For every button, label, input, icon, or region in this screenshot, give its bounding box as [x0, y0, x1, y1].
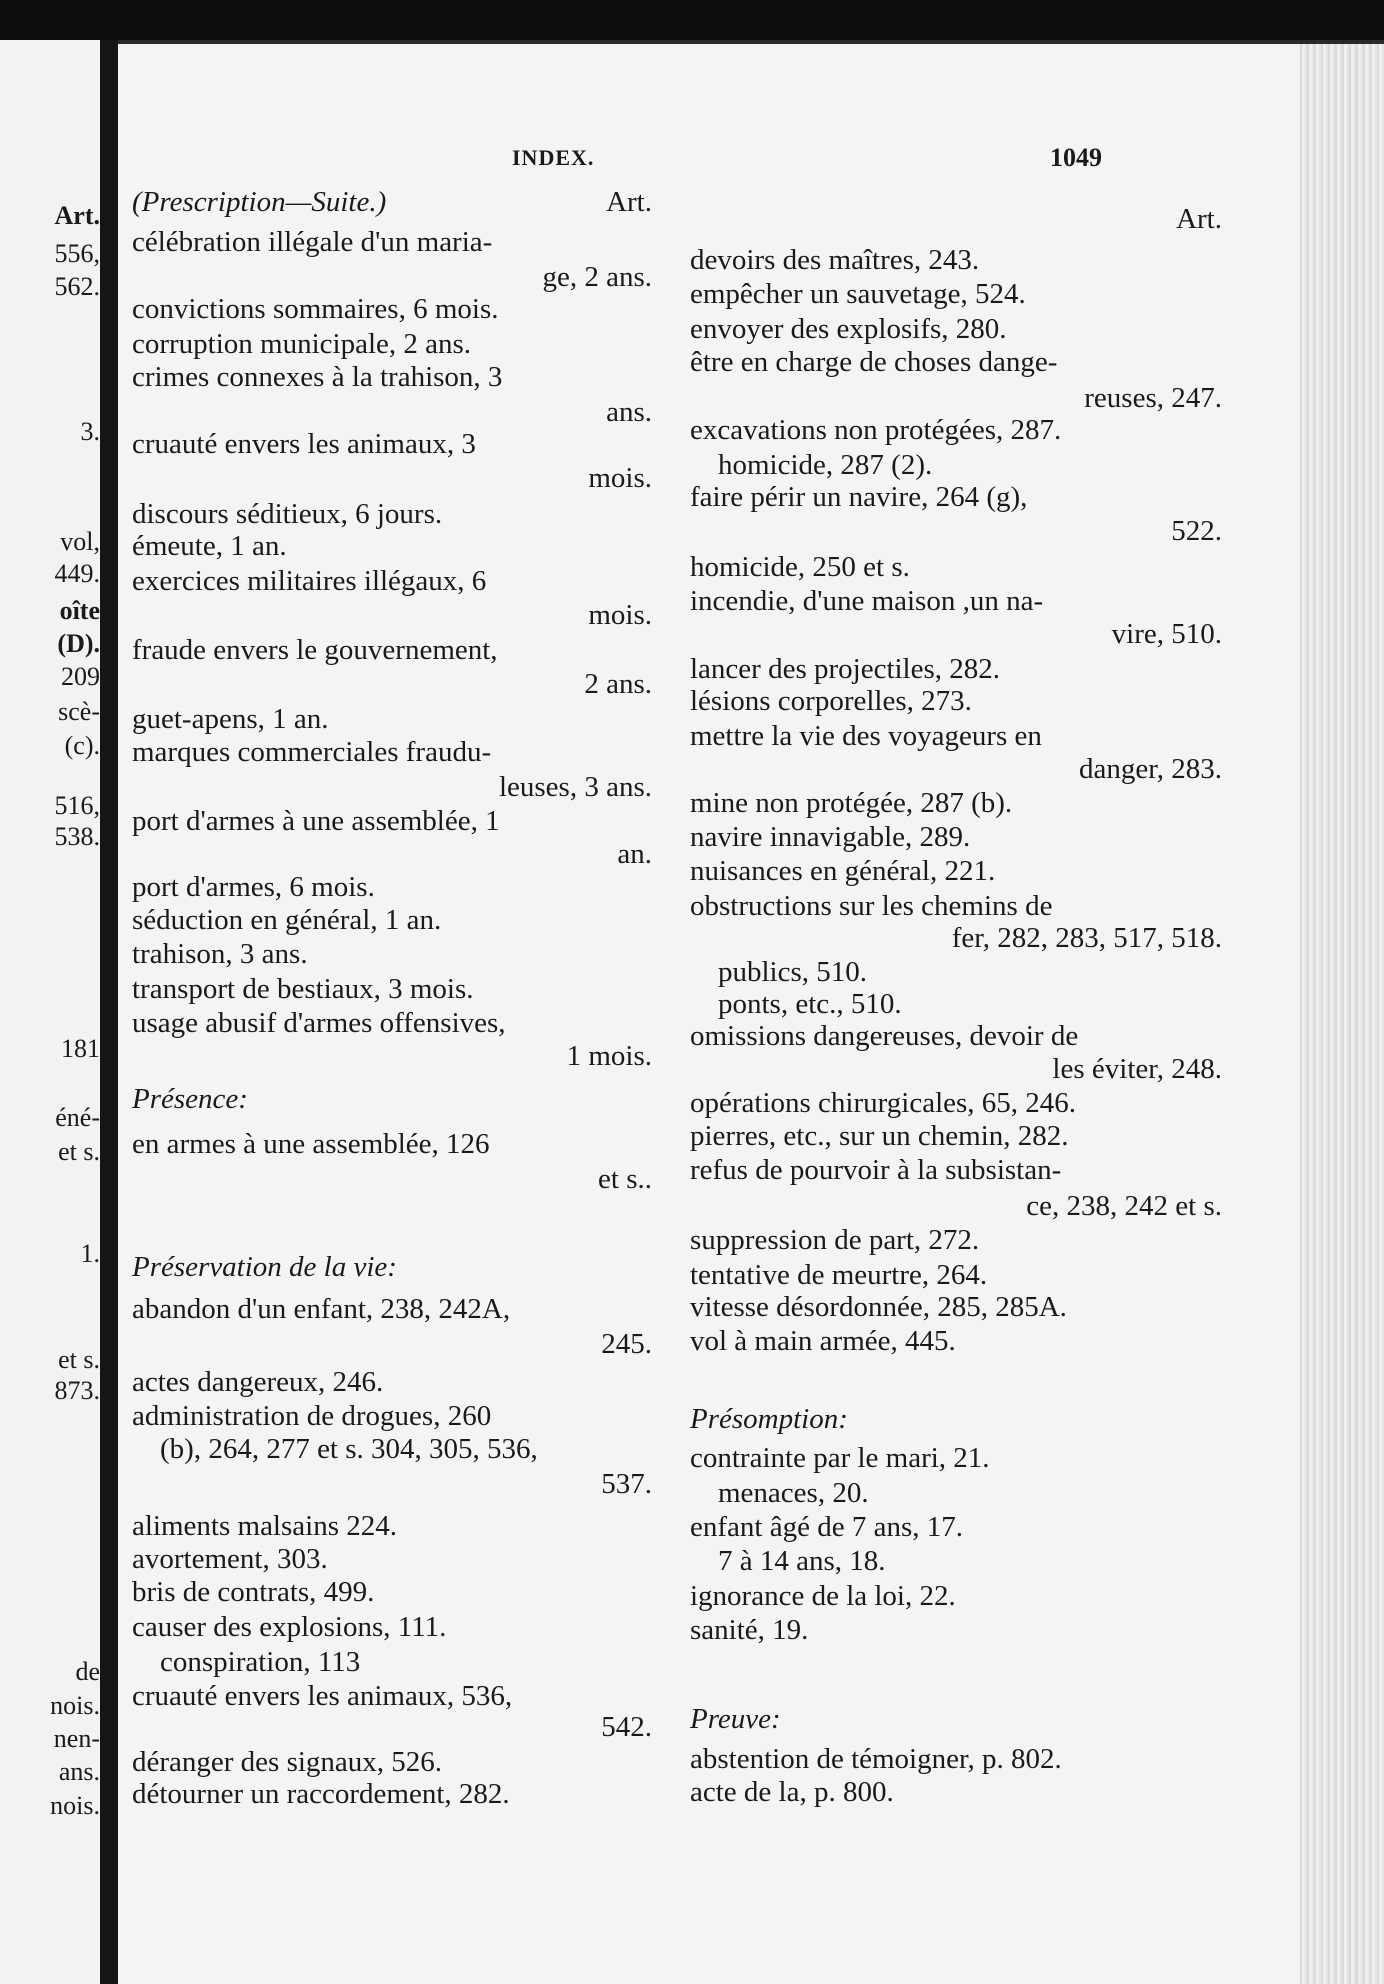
page-title: INDEX.: [512, 145, 595, 170]
left-page-text: 449.: [54, 559, 100, 588]
index-entry: danger, 283.: [1079, 753, 1222, 785]
index-entry: ponts, etc., 510.: [718, 988, 902, 1020]
index-entry: sanité, 19.: [690, 1614, 809, 1646]
index-entry: exercices militaires illégaux, 6: [132, 565, 487, 597]
index-entry: conspiration, 113: [160, 1646, 361, 1678]
index-entry: ignorance de la loi, 22.: [690, 1580, 956, 1612]
index-entry: homicide, 250 et s.: [690, 551, 910, 583]
index-entry: fer, 282, 283, 517, 518.: [951, 922, 1222, 954]
left-page-text: (D).: [57, 629, 100, 658]
index-entry: avortement, 303.: [132, 1543, 328, 1575]
index-entry: lésions corporelles, 273.: [690, 685, 972, 717]
index-entry: empêcher un sauvetage, 524.: [690, 278, 1026, 310]
index-entry: émeute, 1 an.: [132, 530, 287, 562]
left-page-text: 516,: [54, 791, 100, 820]
index-entry: discours séditieux, 6 jours.: [132, 498, 443, 530]
index-entry: guet-apens, 1 an.: [132, 703, 329, 735]
left-page-text: de: [75, 1657, 100, 1686]
left-page-text: 1.: [80, 1239, 100, 1268]
index-entry: 245.: [601, 1328, 652, 1360]
left-page-text: 556,: [54, 239, 100, 268]
index-entry: obstructions sur les chemins de: [690, 890, 1053, 922]
index-entry: (b), 264, 277 et s. 304, 305, 536,: [160, 1433, 538, 1465]
left-page-text: (c).: [64, 731, 100, 760]
index-entry: acte de la, p. 800.: [690, 1776, 894, 1808]
index-entry: mettre la vie des voyageurs en: [690, 720, 1042, 752]
index-entry: mine non protégée, 287 (b).: [690, 787, 1013, 819]
index-entry: port d'armes à une assemblée, 1: [132, 805, 500, 837]
index-entry: aliments malsains 224.: [132, 1510, 397, 1542]
left-page-text: nen-: [53, 1724, 100, 1753]
index-entry: corruption municipale, 2 ans.: [132, 328, 472, 360]
index-entry: publics, 510.: [718, 956, 868, 988]
index-entry: trahison, 3 ans.: [132, 938, 308, 970]
left-page-text: vol,: [60, 527, 100, 556]
page-edges: [1300, 44, 1384, 1984]
index-entry: en armes à une assemblée, 126: [132, 1128, 490, 1160]
left-page-text: et s.: [58, 1137, 100, 1166]
index-entry: port d'armes, 6 mois.: [132, 871, 375, 903]
index-entry: opérations chirurgicales, 65, 246.: [690, 1087, 1077, 1119]
index-entry: suppression de part, 272.: [690, 1224, 980, 1256]
left-page-text: scè-: [58, 697, 100, 726]
left-page-text: ans.: [58, 1757, 100, 1786]
left-page-fragment: [0, 40, 112, 1984]
left-page-text: 538.: [54, 822, 100, 851]
index-entry: vol à main armée, 445.: [690, 1325, 956, 1357]
index-entry: cruauté envers les animaux, 3: [132, 428, 476, 460]
index-entry: causer des explosions, 111.: [132, 1611, 447, 1643]
index-entry: devoirs des maîtres, 243.: [690, 244, 980, 276]
index-entry: faire périr un navire, 264 (g),: [690, 481, 1028, 513]
index-heading: Présomption:: [690, 1403, 848, 1435]
index-entry: Art.: [1176, 203, 1222, 235]
index-entry: détourner un raccordement, 282.: [132, 1778, 510, 1810]
index-entry: déranger des signaux, 526.: [132, 1746, 443, 1778]
left-page-text: 3.: [80, 417, 100, 446]
left-page-text: Art.: [54, 201, 100, 230]
index-heading: Préservation de la vie:: [132, 1251, 397, 1283]
index-entry: tentative de meurtre, 264.: [690, 1259, 988, 1291]
page-number: 1049: [1050, 143, 1102, 172]
index-entry: et s..: [598, 1163, 652, 1195]
index-entry: ans.: [606, 396, 652, 428]
index-heading: Présence:: [132, 1083, 248, 1115]
left-page-text: 873.: [54, 1376, 100, 1405]
index-entry: 542.: [601, 1711, 652, 1743]
index-entry: transport de bestiaux, 3 mois.: [132, 973, 474, 1005]
left-page-text: nois.: [50, 1691, 100, 1720]
index-entry: administration de drogues, 260: [132, 1400, 492, 1432]
index-entry: cruauté envers les animaux, 536,: [132, 1680, 513, 1712]
left-page-text: 562.: [54, 272, 100, 301]
index-entry: marques commerciales fraudu-: [132, 736, 492, 768]
left-page-text: éné-: [55, 1103, 100, 1132]
index-entry: nuisances en général, 221.: [690, 855, 996, 887]
index-entry: contrainte par le mari, 21.: [690, 1442, 990, 1474]
index-entry: leuses, 3 ans.: [498, 771, 652, 803]
index-entry: 7 à 14 ans, 18.: [718, 1545, 886, 1577]
left-page-text: 181: [61, 1034, 100, 1063]
index-entry: omissions dangereuses, devoir de: [690, 1020, 1079, 1052]
index-entry: usage abusif d'armes offensives,: [132, 1007, 506, 1039]
index-entry: 522.: [1171, 515, 1222, 547]
left-page-text: et s.: [58, 1345, 100, 1374]
index-entry: abstention de témoigner, p. 802.: [690, 1743, 1062, 1775]
index-entry: pierres, etc., sur un chemin, 282.: [690, 1120, 1069, 1152]
index-entry: excavations non protégées, 287.: [690, 414, 1062, 446]
index-entry: menaces, 20.: [718, 1477, 869, 1509]
index-entry: 1 mois.: [566, 1040, 652, 1072]
index-entry: ge, 2 ans.: [542, 261, 652, 293]
index-entry: navire innavigable, 289.: [690, 821, 971, 853]
index-entry: actes dangereux, 246.: [132, 1366, 384, 1398]
index-entry: abandon d'un enfant, 238, 242A,: [132, 1293, 511, 1325]
index-entry: envoyer des explosifs, 280.: [690, 313, 1007, 345]
scan-top-band: [0, 0, 1384, 40]
left-page-text: nois.: [50, 1791, 100, 1820]
index-entry: vitesse désordonnée, 285, 285A.: [690, 1291, 1067, 1323]
index-entry: refus de pourvoir à la subsistan-: [690, 1154, 1062, 1186]
index-entry: séduction en général, 1 an.: [132, 904, 442, 936]
index-entry: 2 ans.: [584, 668, 652, 700]
index-entry: les éviter, 248.: [1052, 1053, 1222, 1085]
index-entry: reuses, 247.: [1084, 382, 1222, 414]
index-entry: fraude envers le gouvernement,: [132, 634, 498, 666]
index-entry: homicide, 287 (2).: [718, 449, 933, 481]
index-entry: an.: [617, 838, 652, 870]
index-entry: convictions sommaires, 6 mois.: [132, 293, 499, 325]
index-entry: 537.: [601, 1468, 652, 1500]
index-entry: célébration illégale d'un maria-: [132, 226, 493, 258]
index-entry: être en charge de choses dange-: [690, 346, 1058, 378]
index-entry: incendie, d'une maison ,un na-: [690, 585, 1044, 617]
article-column-label: Art.: [606, 186, 652, 218]
index-entry: bris de contrats, 499.: [132, 1576, 375, 1608]
index-heading: Preuve:: [690, 1703, 781, 1735]
index-entry: enfant âgé de 7 ans, 17.: [690, 1511, 963, 1543]
index-entry: lancer des projectiles, 282.: [690, 653, 1001, 685]
left-page-text: 209: [61, 662, 100, 691]
index-entry: vire, 510.: [1111, 618, 1222, 650]
left-page-text: oîte: [59, 596, 100, 625]
index-entry: mois.: [588, 462, 652, 494]
index-continuation-heading: (Prescription—Suite.): [132, 186, 387, 218]
index-entry: crimes connexes à la trahison, 3: [132, 361, 503, 393]
index-entry: ce, 238, 242 et s.: [1026, 1190, 1222, 1222]
index-entry: mois.: [588, 599, 652, 631]
book-gutter: [100, 40, 118, 1984]
